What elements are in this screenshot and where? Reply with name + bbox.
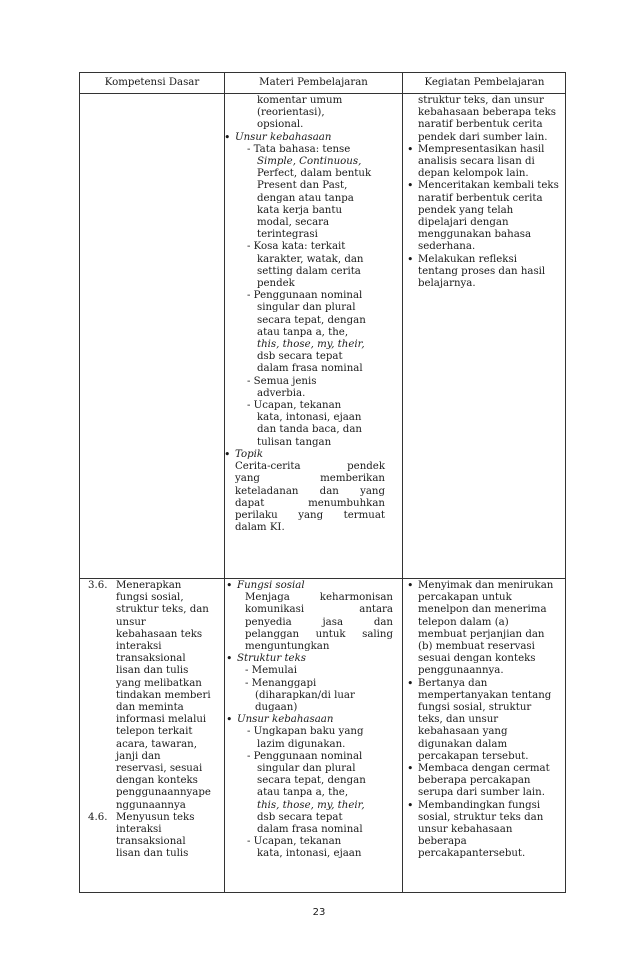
kd-number: 3.6. (88, 580, 108, 591)
row2-kd-cell (88, 580, 224, 861)
text-line: perilaku yang termuat (235, 509, 385, 521)
text-line: - Ucapan, tekanan (247, 836, 342, 848)
text-line: Menerapkan (116, 580, 182, 591)
unsur-kebahasaan-heading: • Unsur kebahasaan (235, 132, 400, 144)
text-line: atau tanpa a, the, (257, 787, 349, 799)
header-divider (80, 93, 565, 94)
text-line: beberapa (418, 836, 467, 848)
text-line: naratif berbentuk cerita (418, 119, 543, 131)
text-line: percakapan tersebut. (418, 750, 529, 762)
text-line: - Penggunaan nominal (247, 290, 363, 302)
text-line: reservasi, sesuai (116, 763, 203, 775)
text-line: menelpon dan menerima (418, 604, 547, 616)
text-line: opsional. (257, 119, 304, 131)
text-line: modal, secara (257, 217, 330, 229)
text-line: Menjaga keharmonisan (245, 592, 393, 604)
text-line: kata kerja bantu (257, 204, 343, 216)
row2-kegiatan-cell (418, 580, 566, 861)
text-line: • Menyimak dan menirukan (418, 580, 554, 591)
text-line: serupa dari sumber lain. (418, 787, 545, 799)
kegiatan-item (418, 254, 566, 291)
text-line: dsb secara tepat (257, 811, 343, 823)
adverbia-item (235, 376, 400, 400)
text-line: beberapa percakapan (418, 775, 531, 787)
text-line: penggunaannya. (418, 665, 504, 677)
text-line: yang melibatkan (116, 677, 202, 689)
text-line: percakapantersebut. (418, 848, 526, 860)
text-line: • Menceritakan kembali teks (418, 180, 559, 192)
text-line: janji dan (116, 750, 161, 762)
fungsi-sosial-heading: • Fungsi sosial (237, 580, 400, 592)
text-line: menggunakan bahasa (418, 229, 532, 241)
kegiatan-item (418, 763, 566, 800)
text-line: this, those, my, their, (257, 339, 365, 351)
text-line: karakter, watak, dan (257, 253, 364, 265)
text-line: - Penggunaan nominal (247, 750, 363, 762)
text-line: tentang proses dan hasil (418, 265, 546, 277)
kegiatan-item (418, 144, 566, 181)
text-line: lisan dan tulis (116, 848, 189, 860)
text-line: dalam KI. (235, 522, 285, 534)
text-line: - Menanggapi (245, 677, 317, 689)
text-line: - Semua jenis (247, 375, 317, 387)
text-line: telepon dalam (a) (418, 616, 509, 628)
text-line: membuat perjanjian dan (418, 628, 545, 640)
text-line: - Ungkapan baku yang (247, 726, 364, 738)
text-line: (reorientasi), (257, 107, 325, 119)
text-line: • Melakukan refleksi (418, 253, 517, 265)
text-line: dan tanda baca, dan (257, 424, 362, 436)
text-line: pendek dari sumber lain. (418, 131, 548, 143)
text-line: Perfect, dalam bentuk (257, 168, 372, 180)
header-materi-pembelajaran: Materi Pembelajaran (259, 77, 368, 88)
text-line: Cerita-cerita pendek (235, 461, 385, 473)
row1-materi-cell (235, 95, 400, 534)
text-line: transaksional (116, 653, 186, 665)
text-line: lisan dan tulis (116, 665, 189, 677)
text-line: atau tanpa a, the, (257, 326, 349, 338)
penggunaan-nominal-item (235, 290, 400, 375)
text-line: mempertanyakan tentang (418, 689, 552, 701)
ucapan-item (235, 400, 400, 449)
text-line: teks, dan unsur (418, 714, 499, 726)
text-line: penggunaannyape (116, 787, 211, 799)
text-line: this, those, my, their, (257, 799, 365, 811)
text-line: sederhana. (418, 241, 476, 253)
text-line: nggunaannya (116, 799, 186, 811)
materi-struktur-continuation (235, 95, 400, 132)
struktur-teks-heading: • Struktur teks (237, 653, 400, 665)
row-divider (80, 578, 565, 579)
text-line: adverbia. (257, 387, 306, 399)
text-line: telepon terkait (116, 726, 193, 738)
text-line: komentar umum (257, 95, 343, 106)
text-line: keteladanan dan yang (235, 485, 385, 497)
text-line: kata, intonasi, ejaan (257, 412, 362, 424)
text-line: belajarnya. (418, 278, 476, 290)
text-line: unsur (116, 616, 146, 628)
text-line: fungsi sosial, struktur (418, 702, 532, 714)
text-line: depan kelompok lain. (418, 168, 529, 180)
text-line: Simple, Continuous, (257, 156, 362, 168)
kd-3-6 (88, 580, 224, 812)
text-line: Menyusun teks (116, 811, 195, 823)
text-line: secara tepat, dengan (257, 775, 366, 787)
text-line: tulisan tangan (257, 436, 332, 448)
text-line: tindakan memberi (116, 689, 211, 701)
text-line: percakapan untuk (418, 592, 512, 604)
text-line: dan meminta (116, 702, 184, 714)
text-line: terintegrasi (257, 229, 318, 241)
penggunaan-nominal-item (237, 751, 400, 836)
kegiatan-item (418, 800, 566, 861)
kd-4-6 (88, 812, 224, 861)
text-line: pendek (257, 278, 295, 290)
text-line: dalam frasa nominal (257, 363, 363, 375)
text-line: dsb secara tepat (257, 351, 343, 363)
text-line: dengan atau tanpa (257, 192, 354, 204)
curriculum-table (79, 72, 566, 893)
text-line: sosial, struktur teks dan (418, 811, 544, 823)
column-divider (402, 73, 403, 892)
text-line: • Bertanya dan (418, 677, 488, 689)
tata-bahasa-item (235, 144, 400, 242)
text-line: sesuai dengan konteks (418, 653, 536, 665)
text-line: fungsi sosial, (116, 592, 184, 604)
page-number: 23 (312, 907, 326, 918)
text-line: pelanggan untuk saling (245, 628, 393, 640)
text-line: • Mempresentasikan hasil (418, 143, 545, 155)
text-line: (b) membuat reservasi (418, 641, 535, 653)
text-line: • Membaca dengan cermat (418, 763, 550, 775)
text-line: analisis secara lisan di (418, 156, 535, 168)
row2-materi-cell (237, 580, 400, 861)
text-line: dapat menumbuhkan (235, 497, 385, 509)
text-line: kata, intonasi, ejaan (257, 848, 362, 860)
text-line: lazim digunakan. (257, 738, 346, 750)
text-line: - Tata bahasa: tense (247, 143, 351, 155)
text-line: dipelajari dengan (418, 217, 509, 229)
row1-kegiatan-cell (418, 95, 566, 290)
kegiatan-item (418, 180, 566, 253)
text-line: digunakan dalam (418, 738, 508, 750)
text-line: naratif berbentuk cerita (418, 192, 543, 204)
kegiatan-item (418, 678, 566, 763)
struktur-teks-list (237, 665, 400, 714)
text-line: - Ucapan, tekanan (247, 400, 342, 412)
text-line: kebahasaan beberapa teks (418, 107, 557, 119)
header-kompetensi-dasar: Kompetensi Dasar (104, 77, 200, 88)
unsur-kebahasaan-heading: • Unsur kebahasaan (237, 714, 400, 726)
text-line: unsur kebahasaan (418, 824, 513, 836)
text-line: penyedia jasa dan (245, 616, 393, 628)
kd-number: 4.6. (88, 811, 108, 823)
text-line: dalam frasa nominal (257, 824, 363, 836)
topik-heading: • Topik (235, 449, 400, 461)
text-line: - Memulai (245, 665, 297, 677)
text-line: - Kosa kata: terkait (247, 241, 346, 253)
text-line: interaksi (116, 824, 162, 836)
text-line: struktur teks, dan (116, 604, 209, 616)
text-line: (diharapkan/di luar (255, 689, 355, 701)
text-line: struktur teks, dan unsur (418, 95, 544, 106)
text-line: informasi melalui (116, 714, 207, 726)
column-divider (224, 73, 225, 892)
text-line: pendek yang telah (418, 204, 514, 216)
kegiatan-item (418, 580, 566, 678)
kegiatan-continuation (418, 95, 566, 144)
text-line: yang memberikan (235, 473, 385, 485)
text-line: kebahasaan yang (418, 726, 508, 738)
text-line: setting dalam cerita (257, 265, 361, 277)
text-line: kebahasaan teks (116, 628, 203, 640)
kosa-kata-item (235, 241, 400, 290)
text-line: dengan konteks (116, 775, 198, 787)
text-line: Present dan Past, (257, 180, 348, 192)
text-line: secara tepat, dengan (257, 314, 366, 326)
fungsi-sosial-text (237, 592, 393, 653)
text-line: menguntungkan (245, 641, 330, 653)
text-line: • Membandingkan fungsi (418, 799, 541, 811)
text-line: komunikasi antara (245, 604, 393, 616)
text-line: singular dan plural (257, 302, 356, 314)
text-line: acara, tawaran, (116, 738, 197, 750)
text-line: transaksional (116, 836, 186, 848)
text-line: dugaan) (255, 702, 298, 714)
text-line: interaksi (116, 641, 162, 653)
topik-text (235, 461, 385, 534)
header-kegiatan-pembelajaran: Kegiatan Pembelajaran (424, 77, 545, 88)
text-line: singular dan plural (257, 763, 356, 775)
ucapan-item (237, 836, 400, 860)
ungkapan-item (237, 726, 400, 750)
